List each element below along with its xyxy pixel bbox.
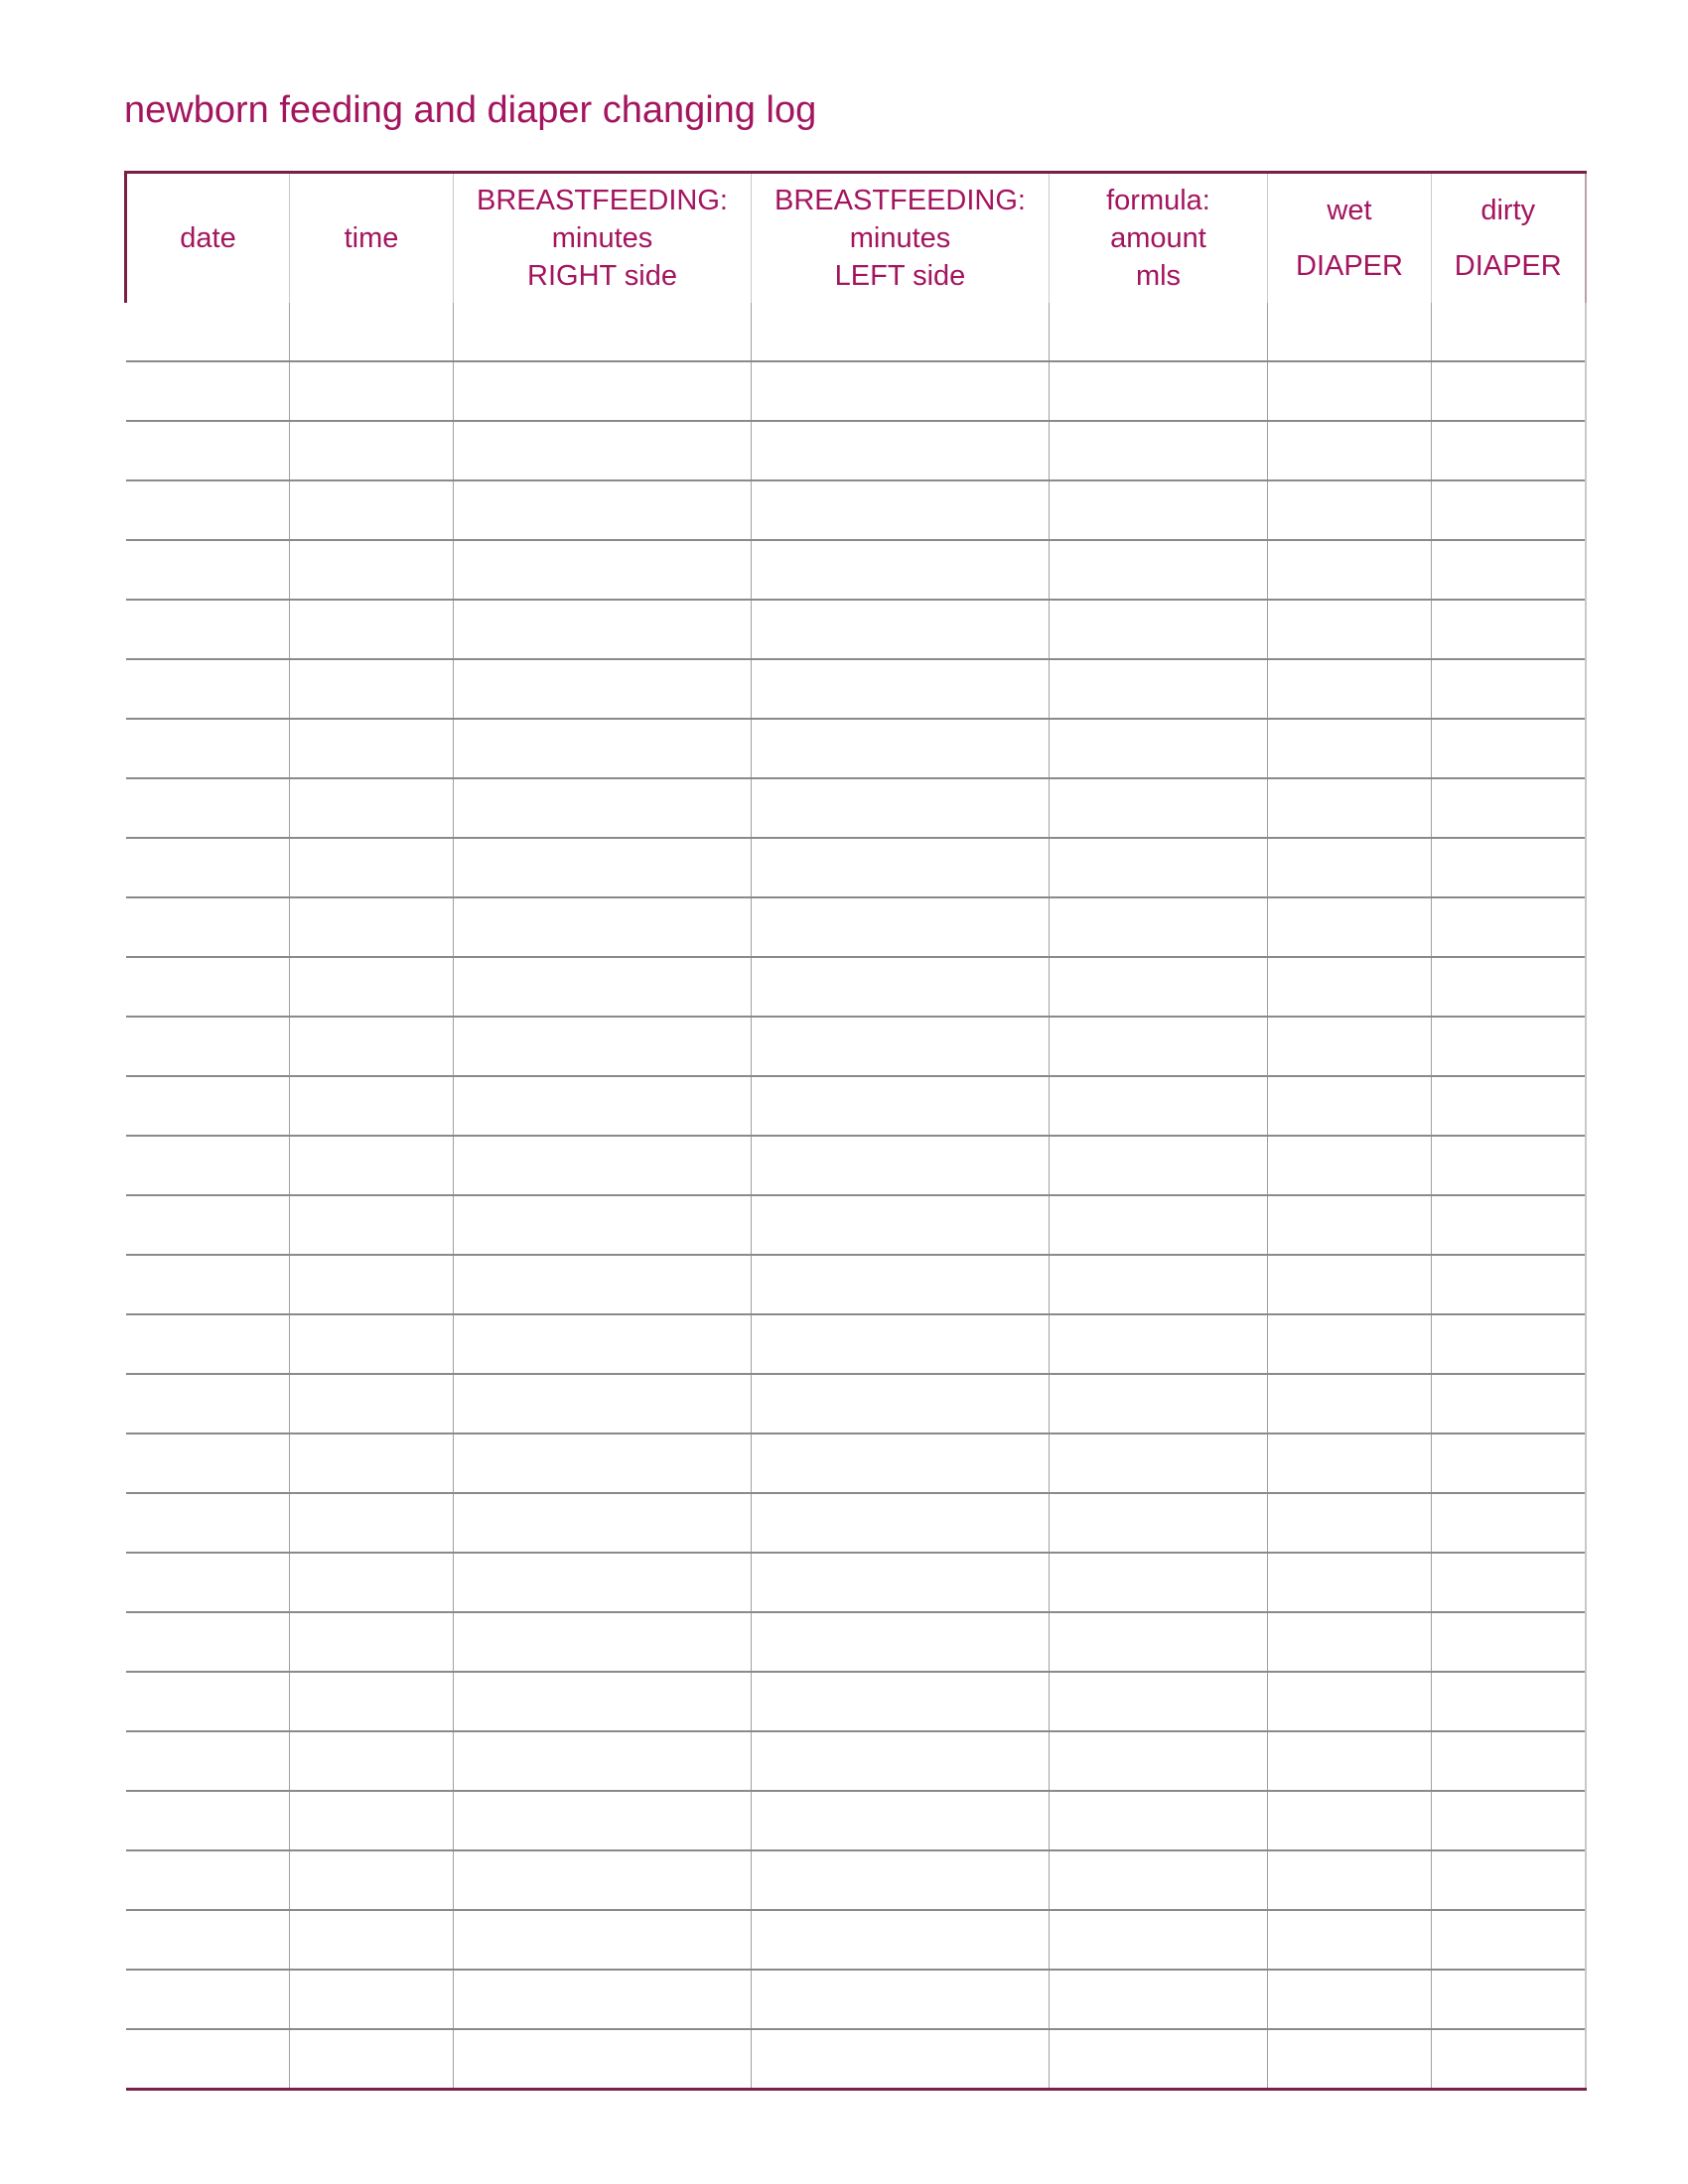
column-header-time xyxy=(290,173,454,304)
time-cell[interactable] xyxy=(290,1910,454,1970)
formula-amount-cell[interactable] xyxy=(1050,957,1268,1017)
log-row xyxy=(126,1791,1586,1850)
breastfeeding-left-cell[interactable] xyxy=(752,1136,1050,1195)
header-line: amount xyxy=(1110,222,1206,254)
dirty-diaper-cell[interactable] xyxy=(1432,421,1586,480)
log-row xyxy=(126,1493,1586,1553)
formula-amount-cell[interactable] xyxy=(1050,2029,1268,2090)
time-cell[interactable] xyxy=(290,838,454,897)
log-row xyxy=(126,1612,1586,1672)
breastfeeding-left-cell[interactable] xyxy=(752,1195,1050,1255)
breastfeeding-right-cell[interactable] xyxy=(454,957,752,1017)
time-cell[interactable] xyxy=(290,1136,454,1195)
wet-diaper-cell[interactable] xyxy=(1268,1970,1432,2029)
date-cell[interactable] xyxy=(126,303,290,361)
formula-amount-cell[interactable] xyxy=(1050,1076,1268,1136)
log-row xyxy=(126,1195,1586,1255)
time-cell[interactable] xyxy=(290,1076,454,1136)
wet-diaper-cell[interactable] xyxy=(1268,1553,1432,1612)
wet-diaper-cell[interactable] xyxy=(1268,600,1432,659)
log-row xyxy=(126,1970,1586,2029)
wet-diaper-cell[interactable] xyxy=(1268,540,1432,600)
time-cell[interactable] xyxy=(290,957,454,1017)
wet-diaper-cell[interactable] xyxy=(1268,778,1432,838)
date-cell[interactable] xyxy=(126,1136,290,1195)
breastfeeding-left-cell[interactable] xyxy=(752,2029,1050,2090)
dirty-diaper-cell[interactable] xyxy=(1432,1850,1586,1910)
time-cell[interactable] xyxy=(290,1255,454,1314)
column-header-formula xyxy=(1050,173,1268,304)
dirty-diaper-cell[interactable] xyxy=(1432,480,1586,540)
column-header-breastfeeding-left xyxy=(752,173,1050,304)
date-cell[interactable] xyxy=(126,1553,290,1612)
log-row xyxy=(126,1433,1586,1493)
time-cell[interactable] xyxy=(290,421,454,480)
breastfeeding-left-cell[interactable] xyxy=(752,540,1050,600)
wet-diaper-cell[interactable] xyxy=(1268,1017,1432,1076)
column-header-dirty-diaper xyxy=(1432,173,1586,304)
formula-amount-cell[interactable] xyxy=(1050,1374,1268,1433)
breastfeeding-right-cell[interactable] xyxy=(454,540,752,600)
breastfeeding-right-cell[interactable] xyxy=(454,600,752,659)
log-body xyxy=(126,303,1586,2090)
formula-amount-cell[interactable] xyxy=(1050,659,1268,719)
wet-diaper-cell[interactable] xyxy=(1268,1612,1432,1672)
breastfeeding-left-cell[interactable] xyxy=(752,1910,1050,1970)
breastfeeding-left-cell[interactable] xyxy=(752,1791,1050,1850)
header-line: minutes xyxy=(849,222,951,254)
time-cell[interactable] xyxy=(290,1374,454,1433)
log-row xyxy=(126,659,1586,719)
date-cell[interactable] xyxy=(126,1970,290,2029)
log-row xyxy=(126,1731,1586,1791)
time-cell[interactable] xyxy=(290,1731,454,1791)
wet-diaper-cell[interactable] xyxy=(1268,897,1432,957)
header-line: BREASTFEEDING: xyxy=(477,185,728,216)
column-header-date xyxy=(126,173,290,304)
breastfeeding-left-cell[interactable] xyxy=(752,361,1050,421)
header-line: dirty xyxy=(1480,195,1536,226)
breastfeeding-right-cell[interactable] xyxy=(454,303,752,361)
time-cell[interactable] xyxy=(290,778,454,838)
dirty-diaper-cell[interactable] xyxy=(1432,1672,1586,1731)
breastfeeding-right-cell[interactable] xyxy=(454,838,752,897)
dirty-diaper-cell[interactable] xyxy=(1432,1076,1586,1136)
date-cell[interactable] xyxy=(126,1672,290,1731)
date-cell[interactable] xyxy=(126,1791,290,1850)
log-row xyxy=(126,1136,1586,1195)
date-cell[interactable] xyxy=(126,1314,290,1374)
breastfeeding-left-cell[interactable] xyxy=(752,1672,1050,1731)
formula-amount-cell[interactable] xyxy=(1050,1136,1268,1195)
dirty-diaper-cell[interactable] xyxy=(1432,1136,1586,1195)
wet-diaper-cell[interactable] xyxy=(1268,1731,1432,1791)
formula-amount-cell[interactable] xyxy=(1050,1017,1268,1076)
breastfeeding-left-cell[interactable] xyxy=(752,1731,1050,1791)
log-row xyxy=(126,719,1586,778)
date-cell[interactable] xyxy=(126,1493,290,1553)
time-cell[interactable] xyxy=(290,1017,454,1076)
breastfeeding-right-cell[interactable] xyxy=(454,2029,752,2090)
formula-amount-cell[interactable] xyxy=(1050,838,1268,897)
breastfeeding-right-cell[interactable] xyxy=(454,1731,752,1791)
breastfeeding-right-cell[interactable] xyxy=(454,1672,752,1731)
time-cell[interactable] xyxy=(290,361,454,421)
time-cell[interactable] xyxy=(290,1314,454,1374)
breastfeeding-right-cell[interactable] xyxy=(454,1017,752,1076)
breastfeeding-left-cell[interactable] xyxy=(752,1970,1050,2029)
log-row xyxy=(126,1910,1586,1970)
header-line: date xyxy=(180,222,236,254)
formula-amount-cell[interactable] xyxy=(1050,1850,1268,1910)
wet-diaper-cell[interactable] xyxy=(1268,1136,1432,1195)
time-cell[interactable] xyxy=(290,600,454,659)
breastfeeding-right-cell[interactable] xyxy=(454,1791,752,1850)
dirty-diaper-cell[interactable] xyxy=(1432,1017,1586,1076)
dirty-diaper-cell[interactable] xyxy=(1432,957,1586,1017)
wet-diaper-cell[interactable] xyxy=(1268,1850,1432,1910)
breastfeeding-left-cell[interactable] xyxy=(752,1017,1050,1076)
log-row xyxy=(126,1850,1586,1910)
date-cell[interactable] xyxy=(126,1731,290,1791)
breastfeeding-right-cell[interactable] xyxy=(454,421,752,480)
log-table xyxy=(124,171,1587,2091)
dirty-diaper-cell[interactable] xyxy=(1432,2029,1586,2090)
date-cell[interactable] xyxy=(126,1374,290,1433)
wet-diaper-cell[interactable] xyxy=(1268,1672,1432,1731)
log-row xyxy=(126,361,1586,421)
breastfeeding-left-cell[interactable] xyxy=(752,897,1050,957)
time-cell[interactable] xyxy=(290,719,454,778)
wet-diaper-cell[interactable] xyxy=(1268,1314,1432,1374)
log-row xyxy=(126,1314,1586,1374)
time-cell[interactable] xyxy=(290,1433,454,1493)
time-cell[interactable] xyxy=(290,1493,454,1553)
wet-diaper-cell[interactable] xyxy=(1268,1076,1432,1136)
log-row xyxy=(126,1076,1586,1136)
header-row xyxy=(126,173,1586,304)
date-cell[interactable] xyxy=(126,719,290,778)
breastfeeding-right-cell[interactable] xyxy=(454,1314,752,1374)
header-line: RIGHT side xyxy=(527,260,677,292)
formula-amount-cell[interactable] xyxy=(1050,1791,1268,1850)
formula-amount-cell[interactable] xyxy=(1050,303,1268,361)
dirty-diaper-cell[interactable] xyxy=(1432,1314,1586,1374)
wet-diaper-cell[interactable] xyxy=(1268,1195,1432,1255)
breastfeeding-left-cell[interactable] xyxy=(752,480,1050,540)
log-row xyxy=(126,600,1586,659)
formula-amount-cell[interactable] xyxy=(1050,1731,1268,1791)
breastfeeding-left-cell[interactable] xyxy=(752,421,1050,480)
breastfeeding-right-cell[interactable] xyxy=(454,778,752,838)
dirty-diaper-cell[interactable] xyxy=(1432,1374,1586,1433)
dirty-diaper-cell[interactable] xyxy=(1432,600,1586,659)
dirty-diaper-cell[interactable] xyxy=(1432,1255,1586,1314)
formula-amount-cell[interactable] xyxy=(1050,1910,1268,1970)
header-line: mls xyxy=(1135,260,1182,292)
dirty-diaper-cell[interactable] xyxy=(1432,897,1586,957)
date-cell[interactable] xyxy=(126,540,290,600)
time-cell[interactable] xyxy=(290,1791,454,1850)
breastfeeding-left-cell[interactable] xyxy=(752,1076,1050,1136)
formula-amount-cell[interactable] xyxy=(1050,1314,1268,1374)
date-cell[interactable] xyxy=(126,838,290,897)
dirty-diaper-cell[interactable] xyxy=(1432,1195,1586,1255)
formula-amount-cell[interactable] xyxy=(1050,480,1268,540)
breastfeeding-left-cell[interactable] xyxy=(752,1493,1050,1553)
formula-amount-cell[interactable] xyxy=(1050,1612,1268,1672)
dirty-diaper-cell[interactable] xyxy=(1432,1553,1586,1612)
dirty-diaper-cell[interactable] xyxy=(1432,719,1586,778)
time-cell[interactable] xyxy=(290,1970,454,2029)
formula-amount-cell[interactable] xyxy=(1050,719,1268,778)
log-row xyxy=(126,2029,1586,2090)
date-cell[interactable] xyxy=(126,1850,290,1910)
wet-diaper-cell[interactable] xyxy=(1268,659,1432,719)
formula-amount-cell[interactable] xyxy=(1050,1672,1268,1731)
log-row xyxy=(126,1017,1586,1076)
header-line: BREASTFEEDING: xyxy=(774,185,1026,216)
dirty-diaper-cell[interactable] xyxy=(1432,1731,1586,1791)
formula-amount-cell[interactable] xyxy=(1050,1970,1268,2029)
time-cell[interactable] xyxy=(290,303,454,361)
breastfeeding-left-cell[interactable] xyxy=(752,838,1050,897)
dirty-diaper-cell[interactable] xyxy=(1432,1493,1586,1553)
wet-diaper-cell[interactable] xyxy=(1268,719,1432,778)
header-line: time xyxy=(344,222,399,254)
formula-amount-cell[interactable] xyxy=(1050,1493,1268,1553)
breastfeeding-right-cell[interactable] xyxy=(454,480,752,540)
breastfeeding-left-cell[interactable] xyxy=(752,1433,1050,1493)
breastfeeding-right-cell[interactable] xyxy=(454,1612,752,1672)
breastfeeding-left-cell[interactable] xyxy=(752,719,1050,778)
header-line: wet xyxy=(1327,195,1372,226)
formula-amount-cell[interactable] xyxy=(1050,421,1268,480)
date-cell[interactable] xyxy=(126,600,290,659)
date-cell[interactable] xyxy=(126,1910,290,1970)
date-cell[interactable] xyxy=(126,1017,290,1076)
breastfeeding-right-cell[interactable] xyxy=(454,1255,752,1314)
header-line: formula: xyxy=(1106,185,1210,216)
breastfeeding-right-cell[interactable] xyxy=(454,1195,752,1255)
date-cell[interactable] xyxy=(126,957,290,1017)
breastfeeding-left-cell[interactable] xyxy=(752,1553,1050,1612)
column-header-breastfeeding-right xyxy=(454,173,752,304)
dirty-diaper-cell[interactable] xyxy=(1432,838,1586,897)
date-cell[interactable] xyxy=(126,1076,290,1136)
breastfeeding-right-cell[interactable] xyxy=(454,1970,752,2029)
time-cell[interactable] xyxy=(290,1195,454,1255)
wet-diaper-cell[interactable] xyxy=(1268,957,1432,1017)
wet-diaper-cell[interactable] xyxy=(1268,1493,1432,1553)
log-row xyxy=(126,540,1586,600)
breastfeeding-right-cell[interactable] xyxy=(454,361,752,421)
breastfeeding-left-cell[interactable] xyxy=(752,659,1050,719)
date-cell[interactable] xyxy=(126,1195,290,1255)
formula-amount-cell[interactable] xyxy=(1050,1255,1268,1314)
breastfeeding-right-cell[interactable] xyxy=(454,1136,752,1195)
breastfeeding-left-cell[interactable] xyxy=(752,600,1050,659)
date-cell[interactable] xyxy=(126,480,290,540)
log-row xyxy=(126,778,1586,838)
wet-diaper-cell[interactable] xyxy=(1268,1910,1432,1970)
header-line: LEFT side xyxy=(834,260,966,292)
column-header-wet-diaper xyxy=(1268,173,1432,304)
date-cell[interactable] xyxy=(126,778,290,838)
log-row xyxy=(126,957,1586,1017)
dirty-diaper-cell[interactable] xyxy=(1432,540,1586,600)
wet-diaper-cell[interactable] xyxy=(1268,1255,1432,1314)
formula-amount-cell[interactable] xyxy=(1050,778,1268,838)
dirty-diaper-cell[interactable] xyxy=(1432,778,1586,838)
time-cell[interactable] xyxy=(290,1672,454,1731)
formula-amount-cell[interactable] xyxy=(1050,540,1268,600)
dirty-diaper-cell[interactable] xyxy=(1432,1612,1586,1672)
time-cell[interactable] xyxy=(290,1553,454,1612)
wet-diaper-cell[interactable] xyxy=(1268,838,1432,897)
date-cell[interactable] xyxy=(126,897,290,957)
log-row xyxy=(126,480,1586,540)
breastfeeding-right-cell[interactable] xyxy=(454,1374,752,1433)
wet-diaper-cell[interactable] xyxy=(1268,421,1432,480)
dirty-diaper-cell[interactable] xyxy=(1432,1910,1586,1970)
breastfeeding-right-cell[interactable] xyxy=(454,659,752,719)
breastfeeding-left-cell[interactable] xyxy=(752,1255,1050,1314)
wet-diaper-cell[interactable] xyxy=(1268,361,1432,421)
dirty-diaper-cell[interactable] xyxy=(1432,1970,1586,2029)
formula-amount-cell[interactable] xyxy=(1050,361,1268,421)
log-row xyxy=(126,1553,1586,1612)
log-row xyxy=(126,1672,1586,1731)
formula-amount-cell[interactable] xyxy=(1050,1195,1268,1255)
time-cell[interactable] xyxy=(290,480,454,540)
dirty-diaper-cell[interactable] xyxy=(1432,659,1586,719)
formula-amount-cell[interactable] xyxy=(1050,1553,1268,1612)
breastfeeding-right-cell[interactable] xyxy=(454,1553,752,1612)
date-cell[interactable] xyxy=(126,1255,290,1314)
breastfeeding-right-cell[interactable] xyxy=(454,1433,752,1493)
header-line: DIAPER xyxy=(1454,250,1562,282)
formula-amount-cell[interactable] xyxy=(1050,897,1268,957)
breastfeeding-left-cell[interactable] xyxy=(752,1314,1050,1374)
header-line: minutes xyxy=(551,222,653,254)
date-cell[interactable] xyxy=(126,421,290,480)
log-row xyxy=(126,897,1586,957)
wet-diaper-cell[interactable] xyxy=(1268,1791,1432,1850)
breastfeeding-right-cell[interactable] xyxy=(454,897,752,957)
log-row xyxy=(126,421,1586,480)
breastfeeding-left-cell[interactable] xyxy=(752,1612,1050,1672)
date-cell[interactable] xyxy=(126,1612,290,1672)
log-row xyxy=(126,303,1586,361)
dirty-diaper-cell[interactable] xyxy=(1432,1791,1586,1850)
formula-amount-cell[interactable] xyxy=(1050,600,1268,659)
date-cell[interactable] xyxy=(126,2029,290,2090)
date-cell[interactable] xyxy=(126,659,290,719)
wet-diaper-cell[interactable] xyxy=(1268,480,1432,540)
wet-diaper-cell[interactable] xyxy=(1268,2029,1432,2090)
wet-diaper-cell[interactable] xyxy=(1268,1433,1432,1493)
time-cell[interactable] xyxy=(290,897,454,957)
date-cell[interactable] xyxy=(126,361,290,421)
log-row xyxy=(126,838,1586,897)
log-row xyxy=(126,1374,1586,1433)
breastfeeding-left-cell[interactable] xyxy=(752,1374,1050,1433)
dirty-diaper-cell[interactable] xyxy=(1432,1433,1586,1493)
log-row xyxy=(126,1255,1586,1314)
time-cell[interactable] xyxy=(290,1850,454,1910)
wet-diaper-cell[interactable] xyxy=(1268,1374,1432,1433)
breastfeeding-left-cell[interactable] xyxy=(752,778,1050,838)
time-cell[interactable] xyxy=(290,659,454,719)
header-line: DIAPER xyxy=(1296,250,1403,282)
dirty-diaper-cell[interactable] xyxy=(1432,303,1586,361)
wet-diaper-cell[interactable] xyxy=(1268,303,1432,361)
breastfeeding-right-cell[interactable] xyxy=(454,1910,752,1970)
time-cell[interactable] xyxy=(290,1612,454,1672)
breastfeeding-left-cell[interactable] xyxy=(752,1850,1050,1910)
breastfeeding-right-cell[interactable] xyxy=(454,719,752,778)
date-cell[interactable] xyxy=(126,1433,290,1493)
breastfeeding-right-cell[interactable] xyxy=(454,1850,752,1910)
time-cell[interactable] xyxy=(290,2029,454,2090)
breastfeeding-left-cell[interactable] xyxy=(752,957,1050,1017)
time-cell[interactable] xyxy=(290,540,454,600)
breastfeeding-left-cell[interactable] xyxy=(752,303,1050,361)
page-title: newborn feeding and diaper changing log xyxy=(124,89,817,131)
breastfeeding-right-cell[interactable] xyxy=(454,1493,752,1553)
breastfeeding-right-cell[interactable] xyxy=(454,1076,752,1136)
dirty-diaper-cell[interactable] xyxy=(1432,361,1586,421)
formula-amount-cell[interactable] xyxy=(1050,1433,1268,1493)
